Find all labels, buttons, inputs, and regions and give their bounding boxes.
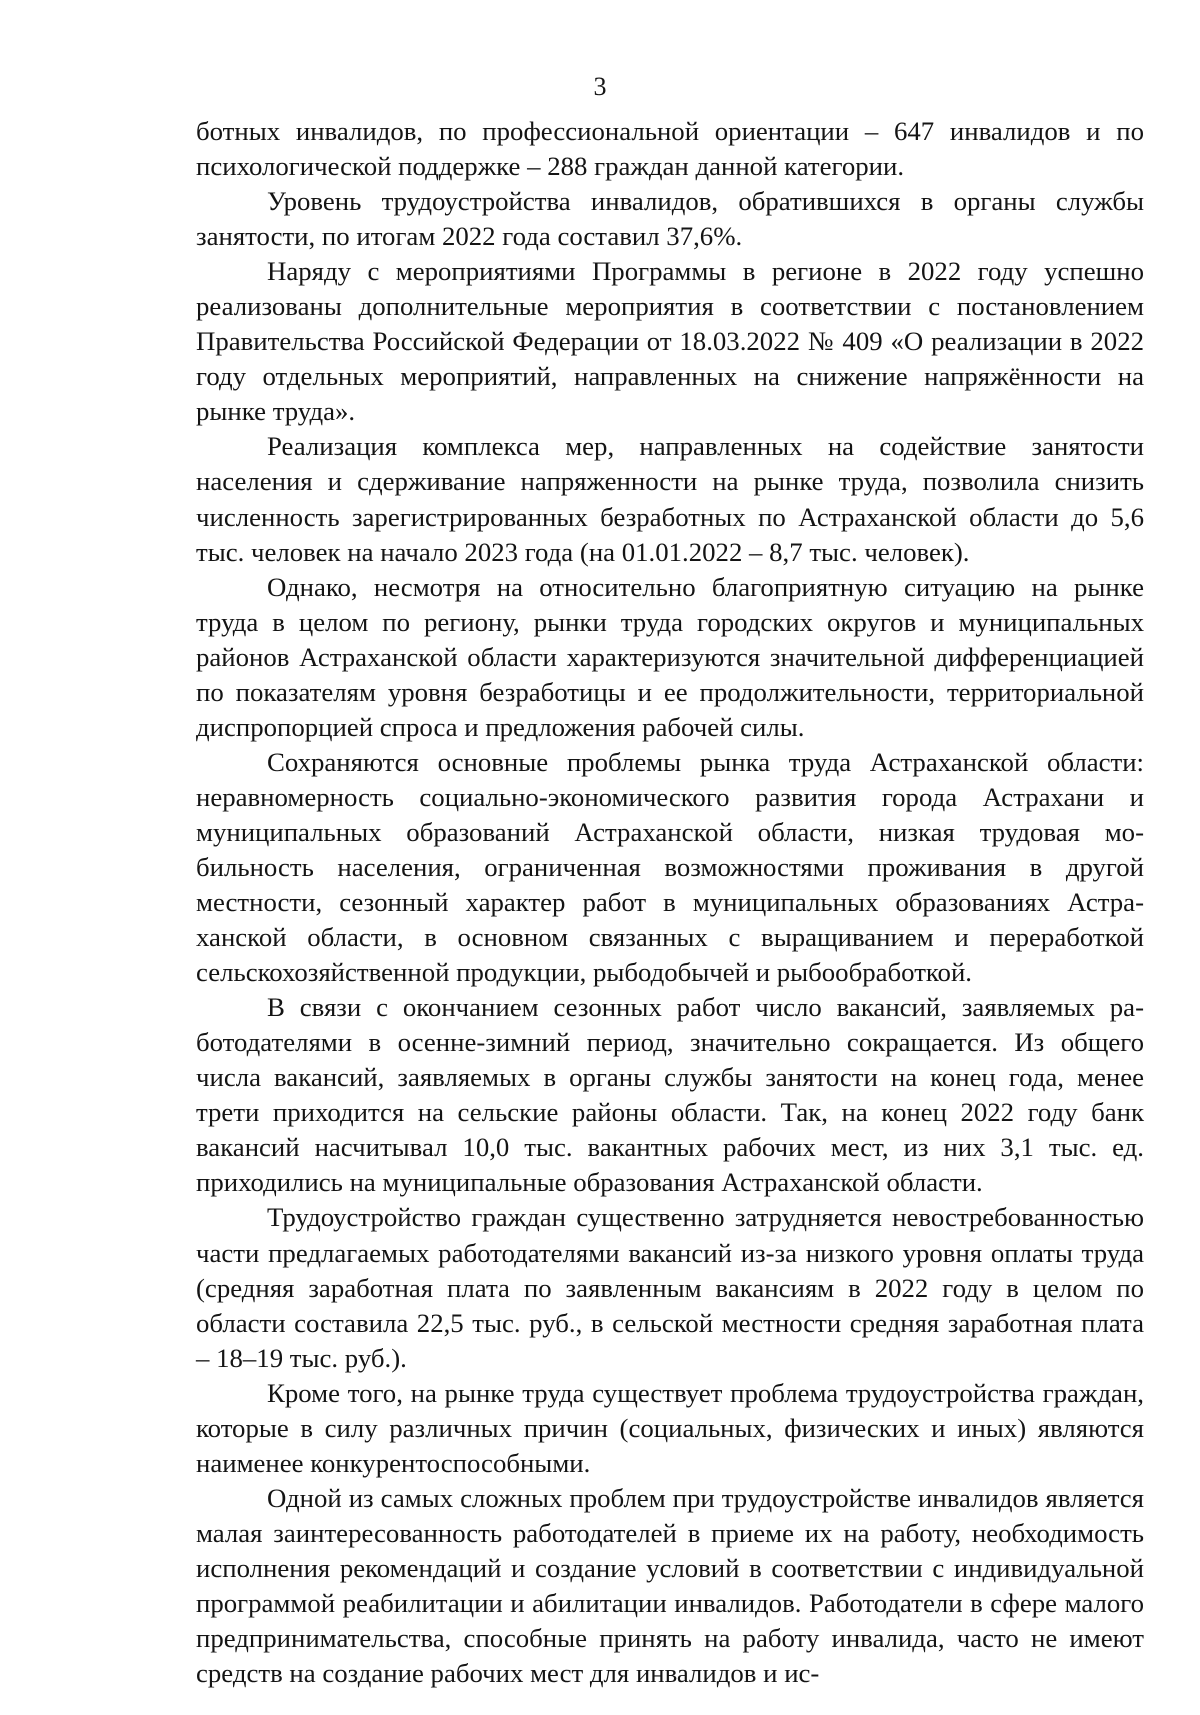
paragraph-less-competitive: Кроме того, на рынке труда существует проблема трудоустройства граждан, которые в силу различных причин (социальных, физических и иных) являются наименее конкурентоспособными. [196,1377,1144,1478]
paragraph-employment-level: Уровень трудоустройства инвалидов, обратившихся в органы службы занятости, по итогам 2022 года составил 37,6%. [196,186,1144,252]
paragraph-seasonal-vacancies: В связи с окончанием сезонных работ число вакансий, заявляемых работодателями в осенне-зимний период, значительно сокращается. Из общего числа вакансий, заявляемых в органы службы занятости на конец года, менее трети приходится на сельские районы области. Так, на конец 2022 году банк вакансий насчитывал 10,0 тыс. вакантных рабочих мест, из них 3,1 тыс. ед. приходились на муниципальные образования Астраханской области. [196,992,1144,1198]
paragraph-unemployment-reduction: Реализация комплекса мер, направленных на содействие занятости населения и сдерживание напряженности на рынке труда, позволила снизить численность зарегистрированных безработных по Астраханской области до 5,6 тыс. человек на начало 2023 года (на 01.01.2022 – 8,7 тыс. человек). [196,431,1144,567]
paragraph-continuation: ботных инвалидов, по профессиональной ориентации – 647 инвалидов и по психологической поддержке – 288 граждан данной категории. [196,116,1144,182]
body-text [196,114,1144,1691]
paragraph-additional-measures: Наряду с мероприятиями Программы в регионе в 2022 году успешно реализованы дополнительные мероприятия в соответствии с постановлением Правительства Российской Федерации от 18.03.2022 № 409 «О реализации в 2022 году отдельных мероприятий, направленных на снижение напряжённости на рынке труда». [196,256,1144,427]
paragraph-regional-differentiation: Однако, несмотря на относительно благоприятную ситуацию на рынке труда в целом по региону, рынки труда городских округов и муниципальных районов Астраханской области характеризуются значительной дифференциацией по показателям уровня безработицы и ее продолжительности, территориальной диспропорцией спроса и предложения рабочей силы. [196,571,1144,742]
page-number: 3 [593,72,607,101]
paragraph-labour-market-problems: Сохраняются основные проблемы рынка труда Астраханской области: неравномерность социально-экономического развития города Астрахани и муниципальных образований Астраханской области, низкая трудовая мобильность населения, ограниченная возможностями проживания в другой местности, сезонный характер работ в муниципальных образованиях Астраханской области, в основном связанных с выращиванием и переработкой сельскохозяйственной продукции, рыбодобычей и рыбообработкой. [196,746,1144,988]
paragraph-low-wages: Трудоустройство граждан существенно затрудняется невостребованностью части предлагаемых работодателями вакансий из-за низкого уровня оплаты труда (средняя заработная плата по заявленным вакансиям в 2022 году в целом по области составила 22,5 тыс. руб., в сельской местности средняя заработная плата – 18–19 тыс. руб.). [196,1202,1144,1373]
paragraph-disabled-employment: Одной из самых сложных проблем при трудоустройстве инвалидов является малая заинтересованность работодателей в приеме их на работу, необходимость исполнения рекомендаций и создание условий в соответствии с индивидуальной программой реабилитации и абилитации инвалидов. Работодатели в сфере малого предпринимательства, способные принять на работу инвалида, часто не имеют средств на создание рабочих мест для инвалидов и ис- [196,1482,1144,1689]
